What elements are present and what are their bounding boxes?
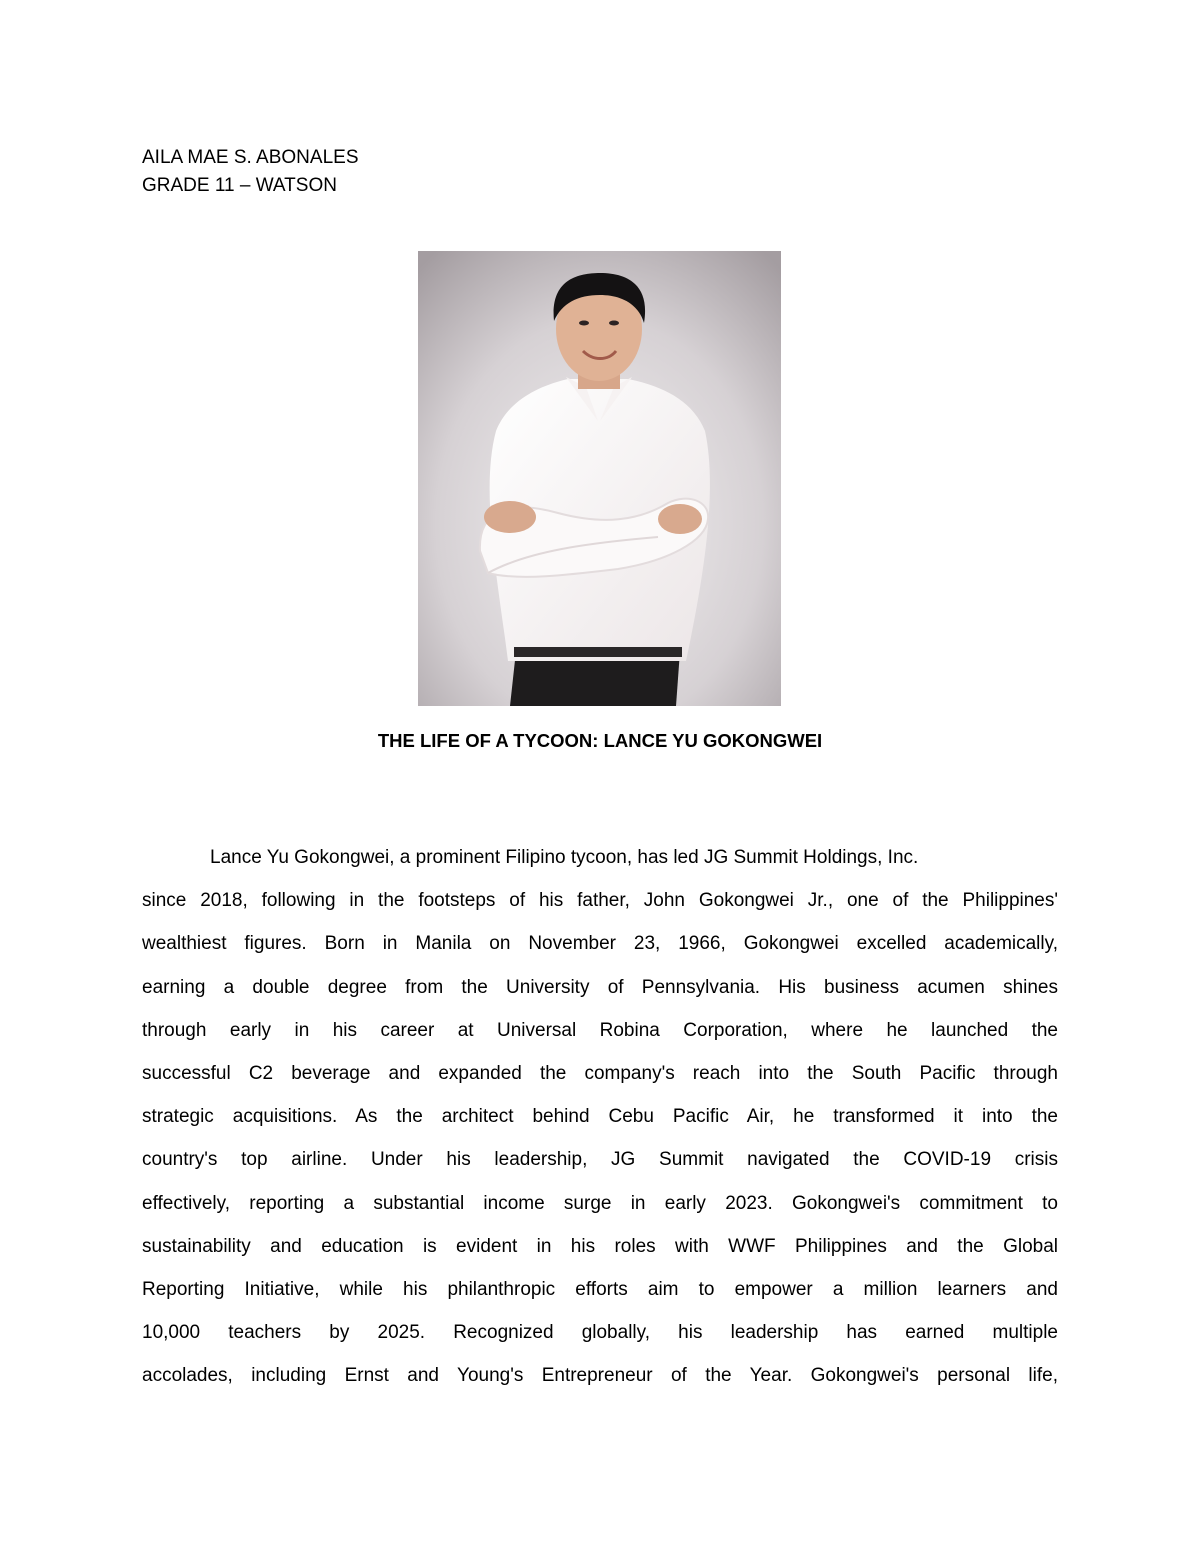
essay-title: THE LIFE OF A TYCOON: LANCE YU GOKONGWEI xyxy=(377,730,823,751)
paragraph-line: strategic acquisitions. As the architect behind Cebu Pacific Air, he transformed it into the xyxy=(142,1106,1058,1128)
paragraph-line: country's top airline. Under his leadership, JG Summit navigated the COVID-19 crisis xyxy=(142,1149,1058,1171)
portrait-photo xyxy=(418,251,781,706)
paragraph-line: effectively, reporting a substantial income surge in early 2023. Gokongwei's commitment to xyxy=(142,1192,1058,1214)
paragraph-line: 10,000 teachers by 2025. Recognized globally, his leadership has earned multiple xyxy=(142,1322,1058,1344)
paragraph-line: sustainability and education is evident in his roles with WWF Philippines and the Global xyxy=(142,1235,1058,1257)
paragraph-line: through early in his career at Universal Robina Corporation, where he launched the xyxy=(142,1019,1058,1041)
student-grade: GRADE 11 – WATSON xyxy=(142,175,337,196)
paragraph-line: earning a double degree from the University of Pennsylvania. His business acumen shines xyxy=(142,976,1058,998)
paragraph-line: Reporting Initiative, while his philanthropic efforts aim to empower a million learners and xyxy=(142,1278,1058,1300)
paragraph-line: accolades, including Ernst and Young's Entrepreneur of the Year. Gokongwei's personal life, xyxy=(142,1365,1058,1387)
paragraph-line: successful C2 beverage and expanded the company's reach into the South Pacific through xyxy=(142,1062,1058,1084)
essay-body xyxy=(142,836,1058,1396)
student-name: AILA MAE S. ABONALES xyxy=(142,147,359,168)
paragraph-line: since 2018, following in the footsteps of his father, John Gokongwei Jr., one of the Philippines' xyxy=(142,890,1058,912)
paragraph-line: wealthiest figures. Born in Manila on November 23, 1966, Gokongwei excelled academically, xyxy=(142,933,1058,955)
student-header xyxy=(142,144,359,200)
paragraph-line: Lance Yu Gokongwei, a prominent Filipino tycoon, has led JG Summit Holdings, Inc. xyxy=(210,847,919,868)
